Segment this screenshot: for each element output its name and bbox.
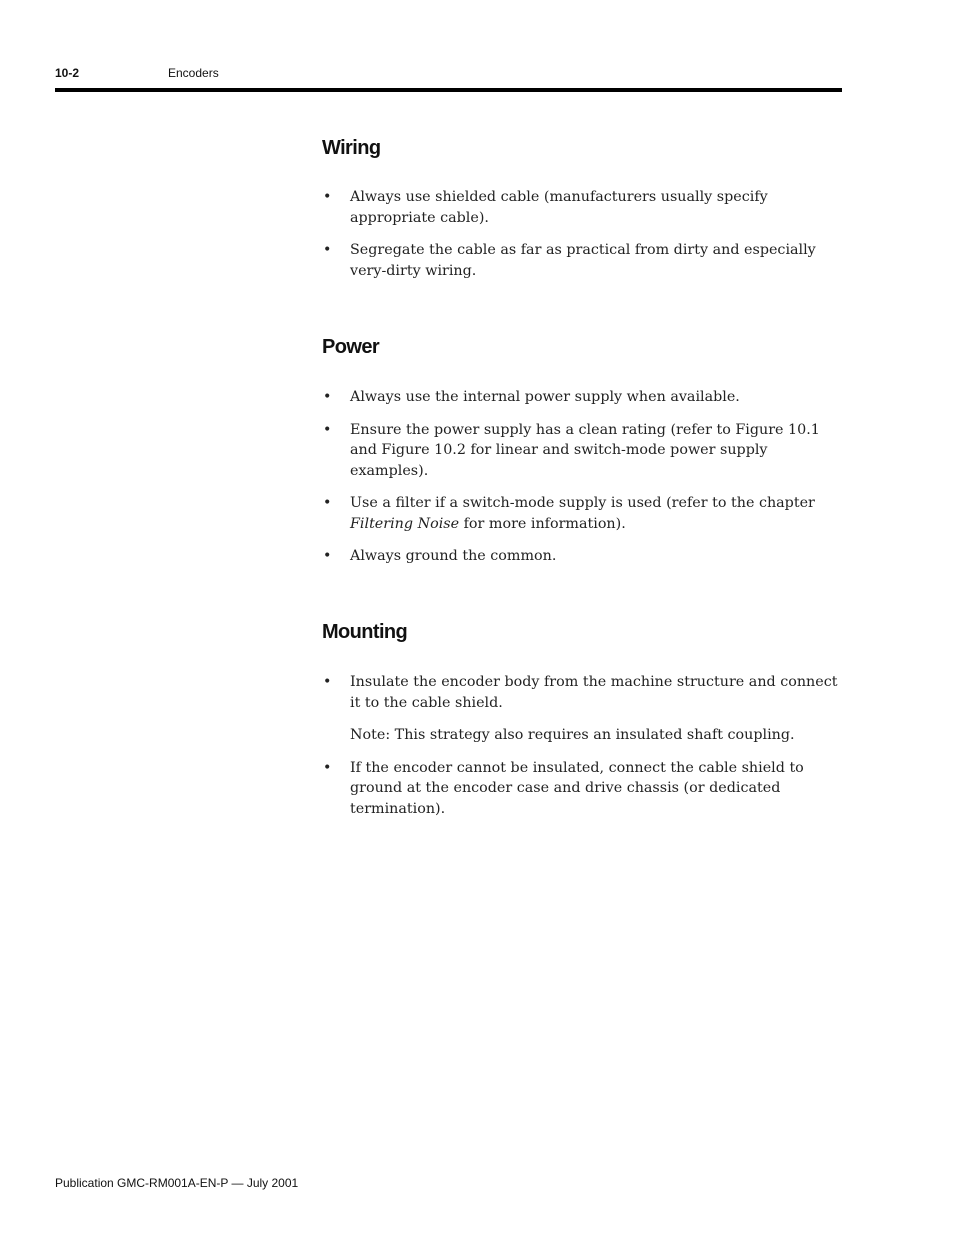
page-number: 10-2 <box>55 66 80 80</box>
section-heading: Wiring <box>322 137 381 159</box>
item-text-before: Use a filter if a switch-mode supply is used (refer to the chapter <box>350 495 815 511</box>
section-power <box>322 335 842 579</box>
item-text: Ensure the power supply has a clean rating (refer to Figure 10.1 and Figure 10.2 for linear and switch-mode power supply examples). <box>350 421 820 479</box>
bullet-icon: • <box>323 495 332 511</box>
chapter-title: Encoders <box>168 66 219 80</box>
publication-footer: Publication GMC-RM001A-EN-P — July 2001 <box>55 1176 299 1190</box>
item-text: Insulate the encoder body from the machine structure and connect it to the cable shield. <box>350 674 838 711</box>
bullet-list <box>322 187 842 281</box>
item-text: Always use shielded cable (manufacturers usually specify appropriate cable). <box>350 189 768 226</box>
item-text: Segregate the cable as far as practical from dirty and especially very-dirty wiring. <box>350 242 816 279</box>
list-item <box>322 387 842 408</box>
bullet-icon: • <box>323 242 332 258</box>
header-rule <box>55 88 842 92</box>
bullet-icon: • <box>323 548 332 564</box>
list-item <box>322 546 842 567</box>
item-text: Always use the internal power supply when available. <box>350 389 740 405</box>
bullet-list <box>322 672 842 819</box>
list-item <box>322 672 842 746</box>
bullet-icon: • <box>323 189 332 205</box>
bullet-icon: • <box>323 389 332 405</box>
item-text-after: for more information). <box>459 515 626 532</box>
item-text: Always ground the common. <box>350 548 557 564</box>
list-item <box>322 187 842 228</box>
section-mounting <box>322 620 842 831</box>
list-item <box>322 420 842 482</box>
bullet-icon: • <box>323 759 332 776</box>
chapter-reference: Filtering Noise <box>350 515 460 532</box>
item-text: If the encoder cannot be insulated, connect the cable shield to ground at the encoder case and drive chassis (or dedicated termination). <box>350 759 804 817</box>
list-item <box>322 758 842 820</box>
section-heading: Power <box>322 336 380 358</box>
bullet-list <box>322 387 842 567</box>
item-note: Note: This strategy also requires an insulated shaft coupling. <box>350 727 795 743</box>
list-item <box>322 493 842 534</box>
section-wiring <box>322 136 842 293</box>
bullet-icon: • <box>323 674 332 690</box>
section-heading: Mounting <box>322 621 408 643</box>
bullet-icon: • <box>323 421 332 438</box>
list-item <box>322 240 842 281</box>
